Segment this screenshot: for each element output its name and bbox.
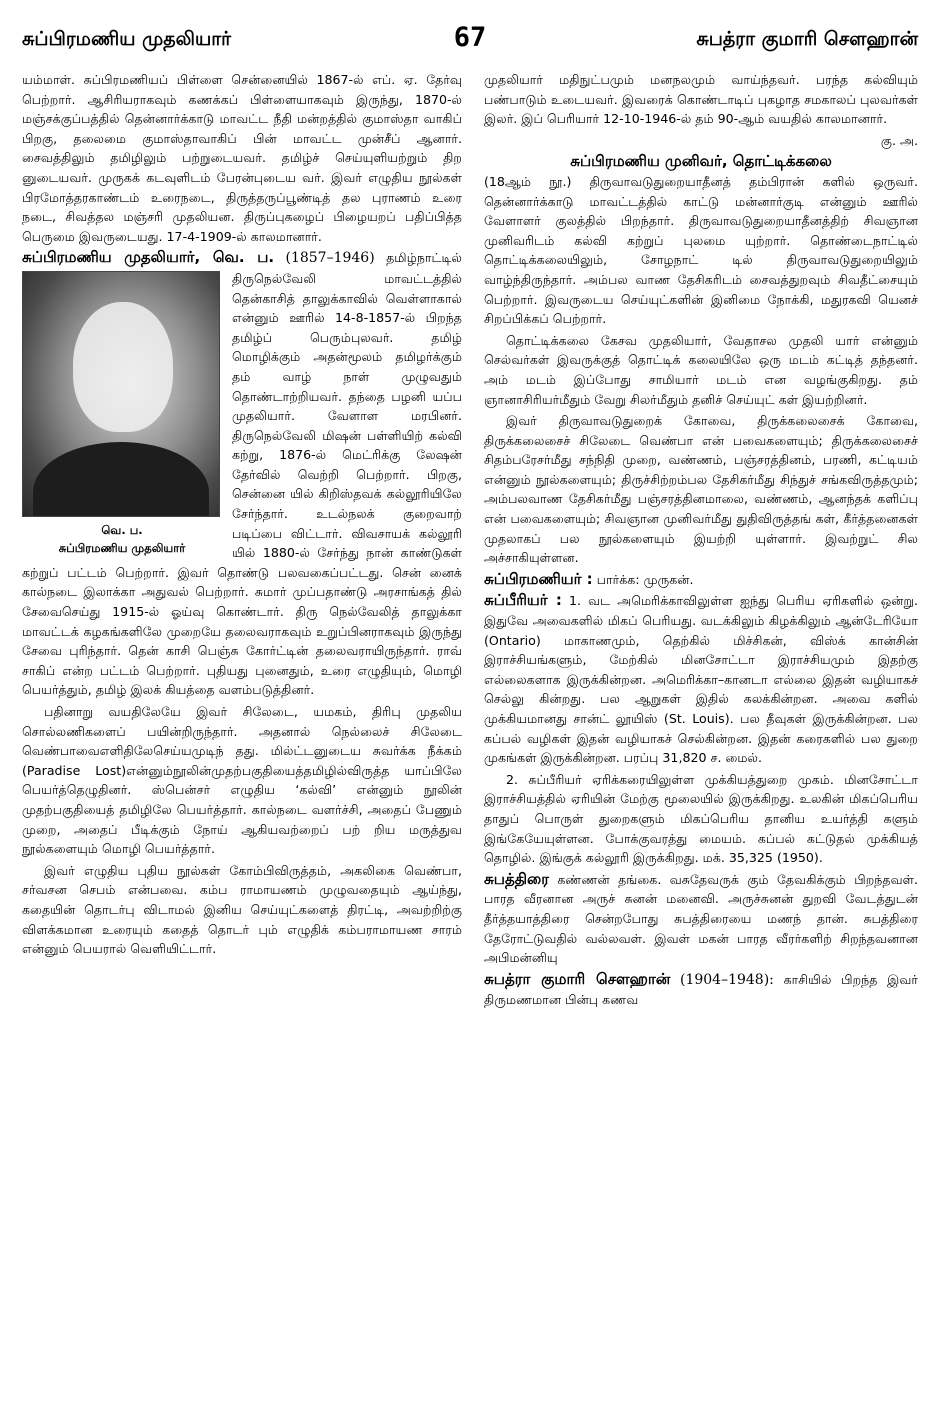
page-number: 67: [453, 22, 487, 53]
paragraph: 2. சுப்பீரியர் ஏரிக்கரையிலுள்ள முக்கியத்துறை முகம். மினசோட்டா இராச்சியத்தில் ஏரியின் மேற்கு மூலையில் இருக்கிறது. உலகின் மிகப்பெரிய தாதுப் பொருள் துறைகளும் மிகப்பெரிய தானிய உயர்த்தி களும் இங்கேயேயுள்ளன. போக்குவரத்து மையம். கப்பல் கட்டுதல் முக்கியத் தொழில். இங்குக் கல்லூரி இருக்கிறது. மக். 35,325 (1950).: [484, 771, 918, 866]
paragraph: யம்மாள். சுப்பிரமணியப் பிள்ளை சென்னையில் 1867-ல் எப். ஏ. தேர்வு பெற்றார். ஆசிரியராகவும் கணக்கப் பிள்ளையாகவும் இருந்து, 1870-ல் மஞ்சக்குப்பத்தில் தென்னார்க்காடு மாவட்ட நீதி மன்றத்தில் குமாஸ்தா வாகிப் பிறகு, தலைமை குமாஸ்தாவாகிப் பின் மாவட்ட முன்சீப் ஆனார். சைவத்திலும் தமிழிலும் பற்றுடையவர். தமிழ்ச் செய்யுளியற்றும் திற னுடையவர். முருகக் கடவுளிடம் பேரன்புடைய வர். இவர் எழுதிய நூல்கள் பிரமோத்தரகாண்டம் உரைநடை, திருத்தருப்பூண்டித் தல புராணம் உரை நடை, சிவத்தல மஞ்சரி முதலியன. திருப்புகழைப் பிழையறப் பதிப்பித்த பெருமை இவருடையது. 17-4-1909-ல் காலமானார்.: [22, 72, 462, 244]
entry-headword: சுப்பீரியர் :: [484, 591, 562, 610]
paragraph: முதலியார் மதிநுட்பமும் மனநலமும் வாய்ந்தவர். பரந்த கல்வியும் பண்பாடும் உடையவர். இவரைக் கொண்டாடிப் புகழாத சமகாலப் புலவர்கள் இலர். இப் பெரியார் 12-10-1946-ல் தம் 90-ஆம் வயதில் காலமானார்.: [484, 72, 918, 127]
author-signature: கு. அ.: [880, 132, 918, 148]
entry-text: கண்ணன் தங்கை. வசுதேவருக் கும் தேவகிக்கும் பிறந்தவள். பாரத வீரனான அருச் சுனன் மனைவி. அருச்சுனன் துறவி வேடத்துடன் தீர்த்தயாத்திரை சென்றபோது சுபத்திரையை மணந் தான். சுபத்திரை தேரோட்டுவதில் வல்லவள். இவள் மகன் பாரத வீரர்களிற் சிறந்தவனான அபிமன்னியு: [484, 871, 918, 966]
entry-paragraph: [22, 248, 462, 700]
entry-paragraph: [484, 152, 918, 328]
paragraph: இவர் எழுதிய புதிய நூல்கள் கோம்பிவிருத்தம், அகலிகை வெண்பா, சர்வசன செபம் என்பவை. கம்ப ராமாயணம் முழுவதையும் ஆய்ந்து, கதையின் தொடர்பு விடாமல் இனிய செய்யுட்களைத் திரட்டி, அவற்றிற்கு விளக்கமான உரையும் கதைத் தொடர் பும் எழுதிக் கம்பராமாயண சாரம் என்னும் பெயரால் வெளியிட்டார்.: [22, 862, 462, 957]
running-head-left: சுப்பிரமணிய முதலியார்: [22, 28, 232, 50]
cross-reference: பார்க்க: முருகன்.: [596, 571, 694, 587]
entry-text: தமிழ்நாட்டில் திருநெல்வேலி மாவட்டத்தில் தென்காசித் தாலுக்காவில் வெள்ளாகால் என்னும் ஊரில் 14-8-1857-ல் பிறந்த தமிழ்ப் பெரும்புலவர். தமிழ் மொழிக்கும் அதன்மூலம் தமிழர்க்கும் தம் வாழ் நாள் முழுவதும் தொண்டாற்றியவர். தந்தை பழனி யப்ப முதலியார். வேளாள மரபினர். திருநெல்வேலி மிஷன் பள்ளியிற் கல்வி கற்று, 1876-ல் மெட்ரிக்கு லேஷன் தேர்வில் வெற்றி பெற்றார். பிறகு, சென்னை யில் கிறிஸ்தவக் கல்லூரியிலே சேர்ந்தார். உடல்நலக் குறைவாற் படிப்பை விட்டார். விவசாயக் கல்லூரி யில் 1880-ல் சேர்ந்து நான் காண்டுகள் கற்றுப் பட்டம் பெற்றார். இவர் தொண்டு பலவகைப்பட்டது. சென் னைக் கால்நடை இலாக்கா அதுவல் பெற்றார். சுமார் முப்பதாண்டு அரசாங்கத் தில் சேவைசெய்து 1915-ல் ஓய்வு கொண்டார். திரு நெல்வேலித் தாலுக்கா மாவட்டக் கழகங்களிலே முறையே தலைவராகவும் உறுப்பினராகவும் இருந்து சேவை புரிந்தார். தென் காசி பெஞ்சு கோர்ட்டின் தலைவராயிருந்தார். ராவ் சாகிப் என்ற பட்டம் பெற்றார். புதியது புனைதும், உரை எழுதியும், மொழி பெயர்த்தும், தமிழ் இலக் கியத்தை வளம்படுத்தினர்.: [22, 250, 462, 698]
left-column: [22, 70, 462, 961]
portrait-coat: [33, 442, 209, 517]
entry-paragraph: [484, 591, 918, 767]
entry-headword: சுப்பிரமணிய முதலியார், வெ. ப.: [22, 248, 275, 267]
entry-text: 1. வட அமெரிக்காவிலுள்ள ஐந்து பெரிய ஏரிகளில் ஒன்று. இதுவே அவைகளில் மிகப் பெரியது. வடக்கிலும் கிழக்கிலும் ஆன்டேரியோ (Ontario) மாகாணமும், தெற்கில் மிச்சிகன், விஸ்க் கான்சின் இராச்சியங்களும், மேற்கில் மினசோட்டா இராச்சியமும் இதற்கு எல்லைகளாக இருக்கின்றன. அமெரிக்கா–கானடா எல்லை இதன் வழியாகச் செல்லு கின்றது. பல ஆறுகள் இதில் கலக்கின்றன. அவை களில் முக்கியமானது சான்ட் லூயிஸ் (St. Louis). பல தீவுகள் இருக்கின்றன. பல கப்பல் வழிகள் இதன் வழியாகச் செல்கின்றன. இதன் கரைகளில் பல துறை முகங்கள் இருக்கின்றன. பரப்பு 31,820 ச. மைல்.: [484, 593, 918, 766]
entry-headword: சுபத்ரா குமாரி சௌஹான்: [484, 969, 671, 988]
entry-headword: சுப்பிரமணியர் :: [484, 569, 593, 588]
caption-line: வெ. ப.: [101, 522, 143, 537]
entry-dates: (1904–1948):: [679, 971, 774, 988]
portrait-face: [73, 302, 173, 432]
paragraph: பதினாறு வயதிலேயே இவர் சிலேடை, யமகம், திரிபு முதலிய சொல்லணிகளைப் பயின்றிருந்தார். அதனால் நெல்லைச் சிலேடை வெண்பாவைஎளிதிலேசெய்யமுடிந் தது. மில்ட்டனுடைய சுவர்க்க நீக்கம் (Paradise Lost)என்னும்நூலின்முதற்பகுதியைத்தமிழில்விருத்த யாப்பிலே பெயர்த்தெழுதினர். ஸ்பென்சர் எழுதிய ‘கல்வி’ என்னும் நூலின் முதற்பகுதியைத் தமிழிலே பெயர்த்தார். கால்நடை வளர்ச்சி, அதைப் பேணும் முறை, அதைப் பீடிக்கும் நோய் ஆகியவற்றைப் பற் றிய மருத்துவ நூல்களையும் மொழி பெயர்த்தார்.: [22, 704, 462, 857]
entry-paragraph: [484, 570, 918, 590]
portrait-figure: [22, 271, 222, 557]
caption-line: சுப்பிரமணிய முதலியார்: [58, 540, 186, 555]
portrait-photo: [22, 271, 220, 517]
entry-paragraph: [484, 870, 918, 968]
entry-text: காசியில் பிறந்த இவர் திருமணமான பின்பு கணவ: [484, 971, 918, 1008]
entry-dates: (1857–1946): [285, 250, 375, 267]
entry-headword: சுபத்திரை: [484, 869, 549, 888]
paragraph: தொட்டிக்கலை கேசவ முதலியார், வேதாசல முதலி யார் என்னும் செல்வர்கள் இவருக்குத் தொட்டிக் கலையிலே ஒரு மடம் கட்டித் தந்தனர். அம் மடம் இப்போது சாமியார் மடம் என வழங்குகிறது. தம் ஞானாசிரியர்மீதும் வேறு சிலர்மீதும் தனிச் செய்யுட் கள் இயற்றினர்.: [484, 332, 918, 407]
entry-paragraph: [484, 970, 918, 1010]
running-head: [22, 22, 918, 62]
right-column: [484, 70, 918, 1012]
entry-text: (18ஆம் நூ.) திருவாவடுதுறையாதீனத் தம்பிரான் களில் ஒருவர். தென்னார்க்காடு மாவட்டத்தில் காட்டு மன்னார்குடி என்னும் ஊரில் வேளாளர் குலத்தில் பிறந்தார். திருவாவடுதுறையாதீனத்திற் சிவஞான முனிவரிடம் கல்வி கற்றுப் புலமை யுற்றார். தொண்டைநாட்டில் தொட்டிக்கலையிலும், சோழநாட் டில் திருவாவடுதுறையிலும் வாழ்ந்திருந்தார். அம்பல வாண தேசிகரிடம் சைவத்துறவும் சிவதீட்சையும் பெற்றார். இவருடைய செய்யுட்களின் இனிமை நோக்கி, மதுரகவி யெனச் சிறப்பிக்கப் பெற்றார்.: [484, 173, 918, 327]
portrait-caption: [22, 521, 222, 557]
entry-headword: சுப்பிரமணிய முனிவர், தொட்டிக்கலை: [570, 152, 832, 171]
paragraph: இவர் திருவாவடுதுறைக் கோவை, திருக்கலைசைக் கோவை, திருக்கலைசைச் சிலேடை வெண்பா என் பவைகளையும்; திருக்கலைசைச் சிதம்பரேசர்மீது சந்நிதி முறை, வண்ணம், பஞ்சரத்தினம், பரணி, கட்டியம் என்னும் நூல்களையும்; திருச்சிற்றம்பல தேசிகர்மீது சிந்துச் சங்கவிருத்தமும்; அம்பலவாண தேசிகர்மீது பஞ்சரத்தினமாலை, வண்ணம், ஆனந்தக் களிப்பு என் பவைகளையும்; சிவஞான முனிவர்மீது துதிவிருத்தங் கள், கீர்த்தனைகள் முதலாகப் பல நூல்களையும் இயற்றி யுள்ளார். இவற்றுட் சில அச்சாகியுள்ளன.: [484, 413, 918, 566]
running-head-right: சுபத்ரா குமாரி சௌஹான்: [696, 28, 918, 50]
